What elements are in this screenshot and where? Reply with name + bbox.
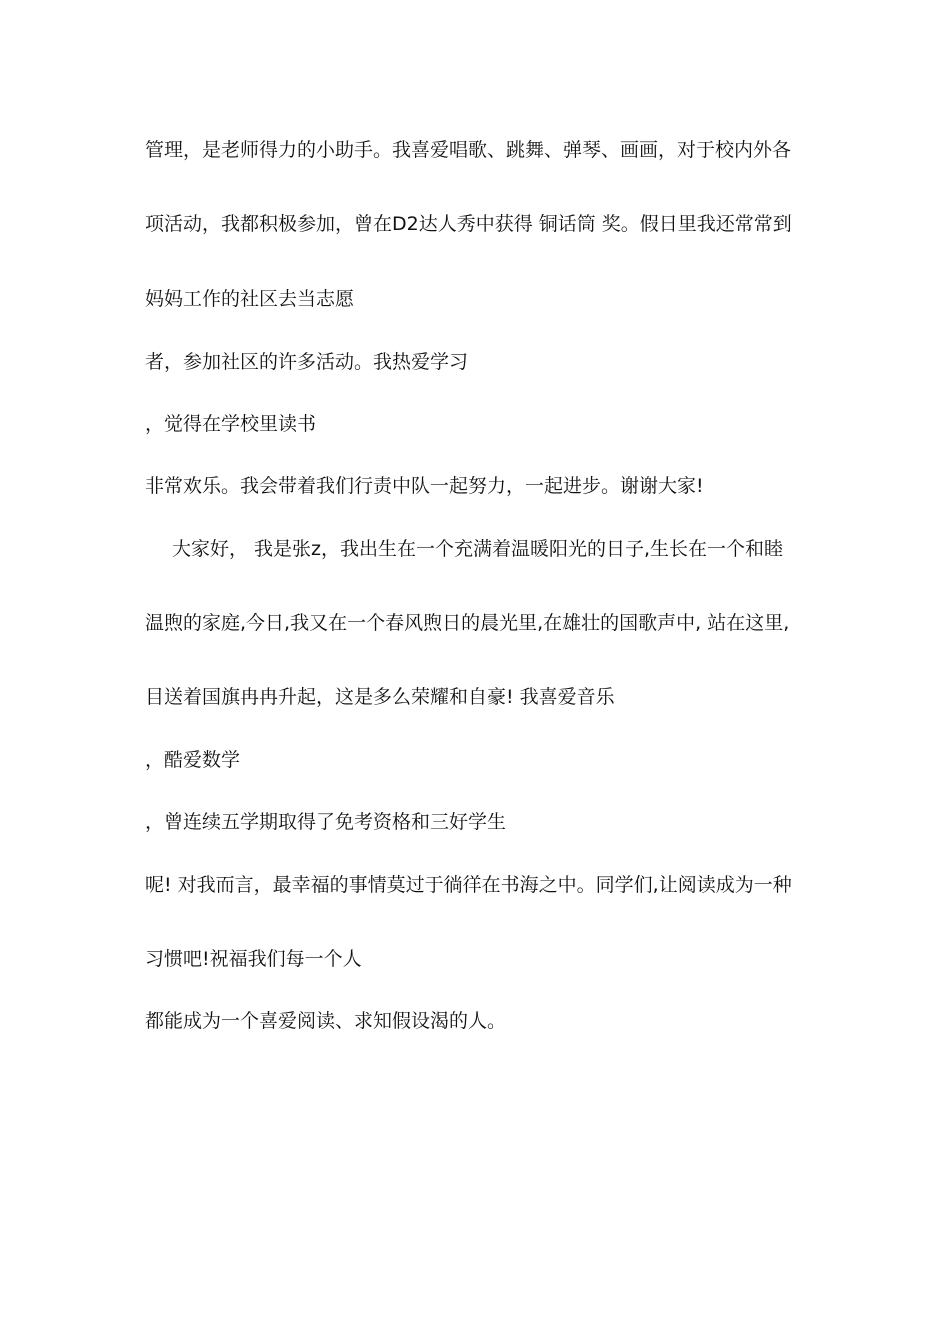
text-line-6: 非常欢乐。我会带着我们行责中队一起努力，一起进步。谢谢大家! bbox=[145, 475, 704, 497]
text-line-11: ，曾连续五学期取得了免考资格和三好学生 bbox=[145, 811, 507, 833]
text-line-1: 管理，是老师得力的小助手。我喜爱唱歌、跳舞、弹琴、画画，对于校内外各 bbox=[145, 139, 792, 161]
text-line-10: ，酷爱数学 bbox=[145, 749, 241, 771]
text-line-14: 都能成为一个喜爱阅读、求知假设渴的人。 bbox=[145, 1010, 507, 1032]
text-line-13: 习惯吧!祝福我们每一个人 bbox=[145, 948, 362, 970]
text-line-12: 呢! 对我而言，最幸福的事情莫过于徜徉在书海之中。同学们,让阅读成为一种 bbox=[145, 874, 792, 896]
text-line-9: 目送着国旗冉冉升起，这是多么荣耀和自豪! 我喜爱音乐 bbox=[145, 686, 615, 708]
text-line-4: 者，参加社区的许多活动。我热爱学习 bbox=[145, 351, 469, 373]
text-line-5: ，觉得在学校里读书 bbox=[145, 413, 317, 435]
text-line-8: 温煦的家庭,今日,我又在一个春风煦日的晨光里,在雄壮的国歌声中, 站在这里, bbox=[145, 612, 790, 634]
text-line-2: 项活动，我都积极参加，曾在D2达人秀中获得 铜话筒 奖。假日里我还常常到 bbox=[145, 213, 792, 235]
text-line-7: 大家好， 我是张z，我出生在一个充满着温暖阳光的日子,生长在一个和睦 bbox=[172, 538, 784, 560]
text-line-3: 妈妈工作的社区去当志愿 bbox=[145, 288, 355, 310]
